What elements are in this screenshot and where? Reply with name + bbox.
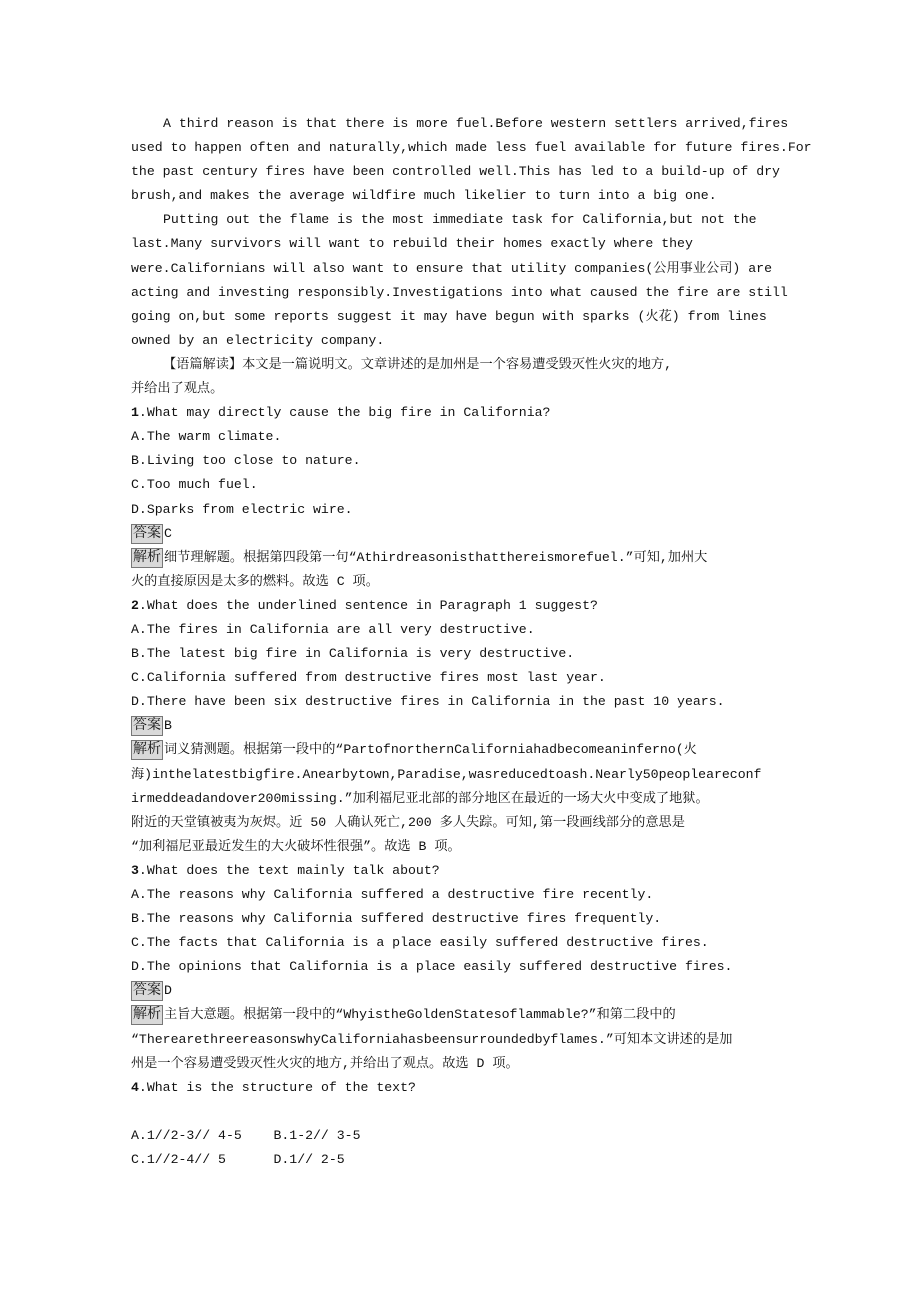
question-number: 4 (131, 1079, 139, 1095)
answer-label: 答案 (133, 718, 161, 735)
line-text: 并给出了观点。 (131, 381, 224, 397)
line-text: were.Californians will also want to ensure that utility companies(公用事业公司) are (131, 260, 773, 276)
line-text: C.California suffered from destructive fires most last year. (131, 670, 606, 686)
answer-label: 答案 (133, 983, 161, 1000)
answer-line (131, 714, 821, 738)
text-line (131, 232, 821, 256)
line-text: A third reason is that there is more fuel.Before western settlers arrived,fires (163, 116, 789, 131)
line-text: B.The latest big fire in California is very destructive. (131, 646, 575, 662)
text-line (131, 473, 821, 497)
line-text: 火的直接原因是太多的燃料。故选 C 项。 (131, 573, 379, 589)
text-line (131, 907, 821, 931)
line-text: .What does the text mainly talk about? (138, 862, 440, 878)
line-text: 州是一个容易遭受毁灭性火灾的地方,并给出了观点。故选 D 项。 (131, 1055, 519, 1071)
line-text: B.Living too close to nature. (131, 453, 361, 469)
line-text: B.The reasons why California suffered destructive fires frequently. (131, 911, 662, 927)
line-text: irmeddeadandover200missing.”加利福尼亚北部的部分地区在最近的一场大火中变成了地狱。 (131, 790, 709, 806)
question-number: 3 (131, 862, 139, 878)
text-line (131, 1028, 821, 1052)
line-text: C.The facts that California is a place easily suffered destructive fires. (131, 935, 709, 951)
document-content (131, 112, 821, 1172)
text-line (131, 811, 821, 835)
line-text: owned by an electricity company. (131, 332, 385, 348)
answer-line (131, 522, 821, 546)
line-text: 词义猜测题。根据第一段中的“PartofnorthernCaliforniahadbecomeaninferno(火 (164, 742, 697, 758)
line-text: 附近的天堂镇被夷为灰烬。近 50 人确认死亡,200 多人失踪。可知,第一段画线部分的意思是 (131, 814, 685, 830)
text-line (131, 690, 821, 714)
text-line (131, 208, 821, 232)
line-text: 海)inthelatestbigfire.Anearbytown,Paradise,wasreducedtoash.Nearly50peopleareconf (131, 766, 762, 782)
text-line (131, 329, 821, 353)
text-line (131, 112, 821, 136)
line-text: Putting out the flame is the most immediate task for California,but not the (163, 212, 757, 228)
text-line (131, 160, 821, 184)
answer-label: 答案 (133, 525, 161, 542)
question-line (131, 859, 821, 883)
line-text: C.1//2-4// 5 D.1// 2-5 (131, 1152, 345, 1168)
text-line (131, 425, 821, 449)
text-line (131, 666, 821, 690)
text-line (131, 353, 821, 377)
text-line (131, 763, 821, 787)
text-line (131, 618, 821, 642)
text-line (131, 835, 821, 859)
line-text: 【语篇解读】本文是一篇说明文。文章讲述的是加州是一个容易遭受毁灭性火灾的地方, (163, 356, 673, 372)
line-text: last.Many survivors will want to rebuild their homes exactly where they (131, 236, 693, 252)
line-text: D.Sparks from electric wire. (131, 501, 353, 517)
line-text: C (164, 525, 172, 541)
text-line (131, 305, 821, 329)
text-line (131, 498, 821, 522)
line-text: A.The fires in California are all very destructive. (131, 621, 535, 637)
text-line (131, 1052, 821, 1076)
line-text: A.1//2-3// 4-5 B.1-2// 3-5 (131, 1127, 361, 1143)
analysis-line (131, 738, 821, 762)
line-text: B (164, 718, 172, 734)
line-text: .What does the underlined sentence in Paragraph 1 suggest? (138, 597, 598, 613)
line-text: .What is the structure of the text? (138, 1079, 416, 1095)
question-line (131, 401, 821, 425)
text-line (131, 1124, 821, 1148)
line-text: 细节理解题。根据第四段第一句“Athirdreasonisthatthereismorefuel.”可知,加州大 (164, 549, 708, 565)
line-text: going on,but some reports suggest it may have begun with sparks (火花) from lines (131, 308, 767, 324)
text-line (131, 787, 821, 811)
line-text: used to happen often and naturally,which made less fuel available for future fires.For (131, 140, 812, 156)
text-line (131, 449, 821, 473)
text-line (131, 257, 821, 281)
text-line (131, 281, 821, 305)
line-text: D.The opinions that California is a place easily suffered destructive fires. (131, 959, 733, 975)
question-line (131, 1076, 821, 1100)
text-line (131, 955, 821, 979)
text-line (131, 136, 821, 160)
text-line (131, 883, 821, 907)
line-text: brush,and makes the average wildfire much likelier to turn into a big one. (131, 188, 717, 204)
analysis-line (131, 1003, 821, 1027)
line-text: “加利福尼亚最近发生的大火破坏性很强”。故选 B 项。 (131, 838, 461, 854)
line-text: A.The warm climate. (131, 429, 282, 445)
text-line (131, 1148, 821, 1172)
question-number: 1 (131, 405, 139, 421)
line-text: A.The reasons why California suffered a destructive fire recently. (131, 887, 654, 902)
analysis-label: 解析 (133, 549, 161, 566)
answer-line (131, 979, 821, 1003)
line-text: D (164, 983, 172, 999)
question-line (131, 594, 821, 618)
text-line (131, 377, 821, 401)
text-line (131, 931, 821, 955)
line-text: .What may directly cause the big fire in California? (138, 405, 551, 421)
line-text: “TherearethreereasonswhyCaliforniahasbeensurroundedbyflames.”可知本文讲述的是加 (131, 1031, 733, 1047)
analysis-line (131, 546, 821, 570)
text-line (131, 642, 821, 666)
text-line (131, 184, 821, 208)
line-text: 主旨大意题。根据第一段中的“WhyistheGoldenStatesoflammable?”和第二段中的 (164, 1007, 676, 1023)
line-text: D.There have been six destructive fires in California in the past 10 years. (131, 694, 725, 710)
line-text: the past century fires have been controlled well.This has led to a build-up of dry (131, 164, 780, 180)
question-number: 2 (131, 597, 139, 613)
text-line (131, 570, 821, 594)
text-line (131, 1100, 821, 1124)
line-text: C.Too much fuel. (131, 477, 258, 493)
analysis-label: 解析 (133, 742, 161, 759)
line-text: acting and investing responsibly.Investigations into what caused the fire are still (131, 284, 788, 300)
analysis-label: 解析 (133, 1007, 161, 1024)
